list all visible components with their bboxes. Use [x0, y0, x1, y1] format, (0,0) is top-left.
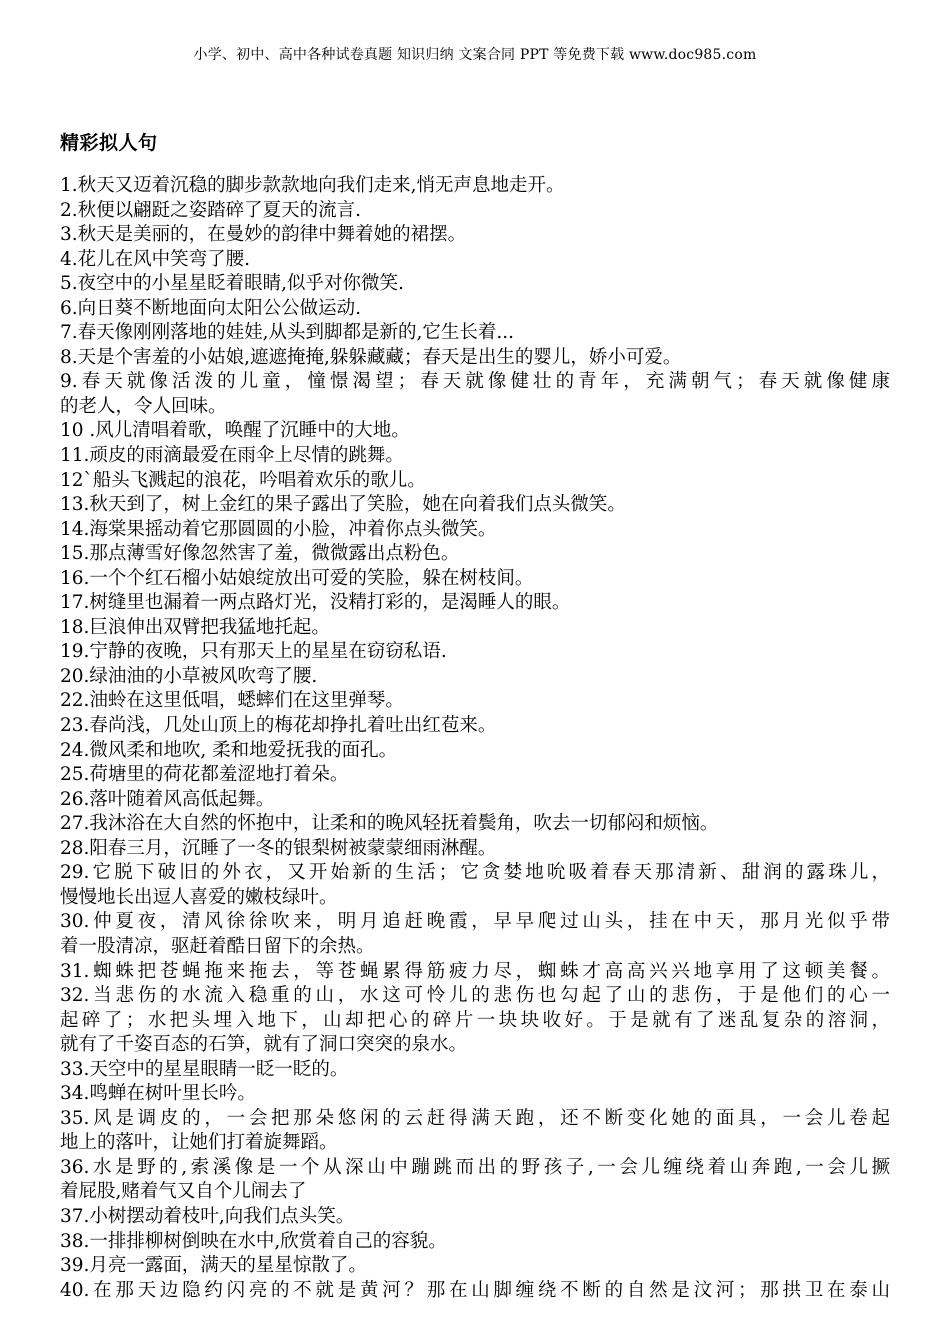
text-line: 30.仲夏夜，清风徐徐吹来，明月追赶晚霞，早早爬过山头，挂在中天，那月光似乎带 [60, 911, 890, 933]
text-line: 28.阳春三月，沉睡了一冬的银梨树被蒙蒙细雨淋醒。 [60, 837, 497, 859]
text-line: 就有了千姿百态的石笋，就有了洞口突突的泉水。 [60, 1034, 468, 1056]
text-line: 15.那点薄雪好像忽然害了羞，微微露出点粉色。 [60, 543, 460, 565]
text-line: 4.花儿在风中笑弯了腰. [60, 248, 251, 270]
text-line: 38.一排排柳树倒映在水中,欣赏着自己的容貌。 [60, 1230, 447, 1252]
text-line: 22.油蛉在这里低唱，蟋蟀们在这里弹琴。 [60, 690, 404, 712]
text-line: 5.夜空中的小星星眨着眼睛,似乎对你微笑. [60, 273, 404, 295]
text-line: 着屁股,赌着气又自个儿闹去了 [60, 1181, 307, 1203]
text-line: 6.向日葵不断地面向太阳公公做运动. [60, 297, 362, 319]
text-line: 34.鸣蝉在树叶里长吟。 [60, 1083, 256, 1105]
text-line: 25.荷塘里的荷花都羞涩地打着朵。 [60, 764, 349, 786]
text-line: 8.天是个害羞的小姑娘,遮遮掩掩,躲躲藏藏；春天是出生的婴儿，娇小可爱。 [60, 346, 682, 368]
text-line: 17.树缝里也漏着一两点路灯光，没精打彩的，是渴睡人的眼。 [60, 592, 571, 614]
text-line: 40.在那天边隐约闪亮的不就是黄河？那在山脚缠绕不断的自然是汶河；那拱卫在泰山 [60, 1279, 890, 1301]
text-line: 32.当悲伤的水流入稳重的山，水这可怜儿的悲伤也勾起了山的悲伤，于是他们的心一 [60, 985, 890, 1007]
text-line: 9.春天就像活泼的儿童，憧憬渴望；春天就像健壮的青年，充满朝气；春天就像健康 [60, 371, 890, 393]
text-line: 39.月亮一露面，满天的星星惊散了。 [60, 1255, 367, 1277]
document-title: 精彩拟人句 [60, 132, 158, 154]
text-line: 13.秋天到了，树上金红的果子露出了笑脸，她在向着我们点头微笑。 [60, 494, 626, 516]
text-line: 3.秋天是美丽的，在曼妙的韵律中舞着她的裙摆。 [60, 224, 467, 246]
text-line: 23.春尚浅，几处山顶上的梅花却挣扎着吐出红苞来。 [60, 715, 497, 737]
text-line: 慢慢地长出逗人喜爱的嫩枝绿叶。 [60, 886, 338, 908]
text-line: 24.微风柔和地吹, 柔和地爱抚我的面孔。 [60, 739, 398, 761]
text-line: 7.春天像刚刚落地的娃娃,从头到脚都是新的,它生长着... [60, 322, 515, 344]
text-line: 35.风是调皮的，一会把那朵悠闲的云赶得满天跑，还不断变化她的面具，一会儿卷起 [60, 1107, 890, 1129]
text-line: 16.一个个红石榴小姑娘绽放出可爱的笑脸，躲在树枝间。 [60, 567, 534, 589]
text-line: 19.宁静的夜晚，只有那天上的星星在窃窃私语. [60, 641, 447, 663]
text-line: 31.蜘蛛把苍蝇拖来拖去，等苍蝇累得筋疲力尽，蜘蛛才高高兴兴地享用了这顿美餐。 [60, 960, 890, 982]
text-line: 14.海棠果摇动着它那圆圆的小脸，冲着你点头微笑。 [60, 518, 497, 540]
text-line: 33.天空中的星星眼睛一眨一眨的。 [60, 1058, 349, 1080]
document-body [60, 174, 890, 1303]
text-line: 11.顽皮的雨滴最爱在雨伞上尽情的跳舞。 [60, 445, 404, 467]
text-line: 37.小树摆动着枝叶,向我们点头笑。 [60, 1205, 355, 1227]
text-line: 2.秋便以翩跹之姿踏碎了夏天的流言. [60, 199, 362, 221]
text-line: 10 .风儿清唱着歌，唤醒了沉睡中的大地。 [60, 420, 410, 442]
text-line: 1.秋天又迈着沉稳的脚步款款地向我们走来,悄无声息地走开。 [60, 175, 565, 196]
text-line: 29.它脱下破旧的外衣，又开始新的生活；它贪婪地吮吸着春天那清新、甜润的露珠儿， [60, 862, 890, 884]
text-line: 的老人，令人回味。 [60, 395, 227, 417]
text-line: 27.我沐浴在大自然的怀抱中，让柔和的晚风轻抚着鬓角，吹去一切郁闷和烦恼。 [60, 813, 719, 835]
text-line: 起碎了；水把头埋入地下，山却把心的碎片一块块收好。于是就有了迷乱复杂的溶洞， [60, 1009, 890, 1031]
page-header: 小学、初中、高中各种试卷真题 知识归纳 文案合同 PPT 等免费下载 www.doc985.com [193, 47, 757, 63]
text-line: 地上的落叶，让她们打着旋舞蹈。 [60, 1132, 338, 1154]
text-line: 12`船头飞溅起的浪花，吟唱着欢乐的歌儿。 [60, 469, 426, 491]
text-line: 18.巨浪伸出双臂把我猛地托起。 [60, 616, 330, 638]
text-line: 36.水是野的,索溪像是一个从深山中蹦跳而出的野孩子,一会儿缠绕着山奔跑,一会儿撅 [60, 1156, 890, 1178]
text-line: 26.落叶随着风高低起舞。 [60, 788, 275, 810]
text-line: 20.绿油油的小草被风吹弯了腰. [60, 665, 318, 687]
text-line: 着一股清凉，驱赶着酷日留下的余热。 [60, 935, 375, 957]
